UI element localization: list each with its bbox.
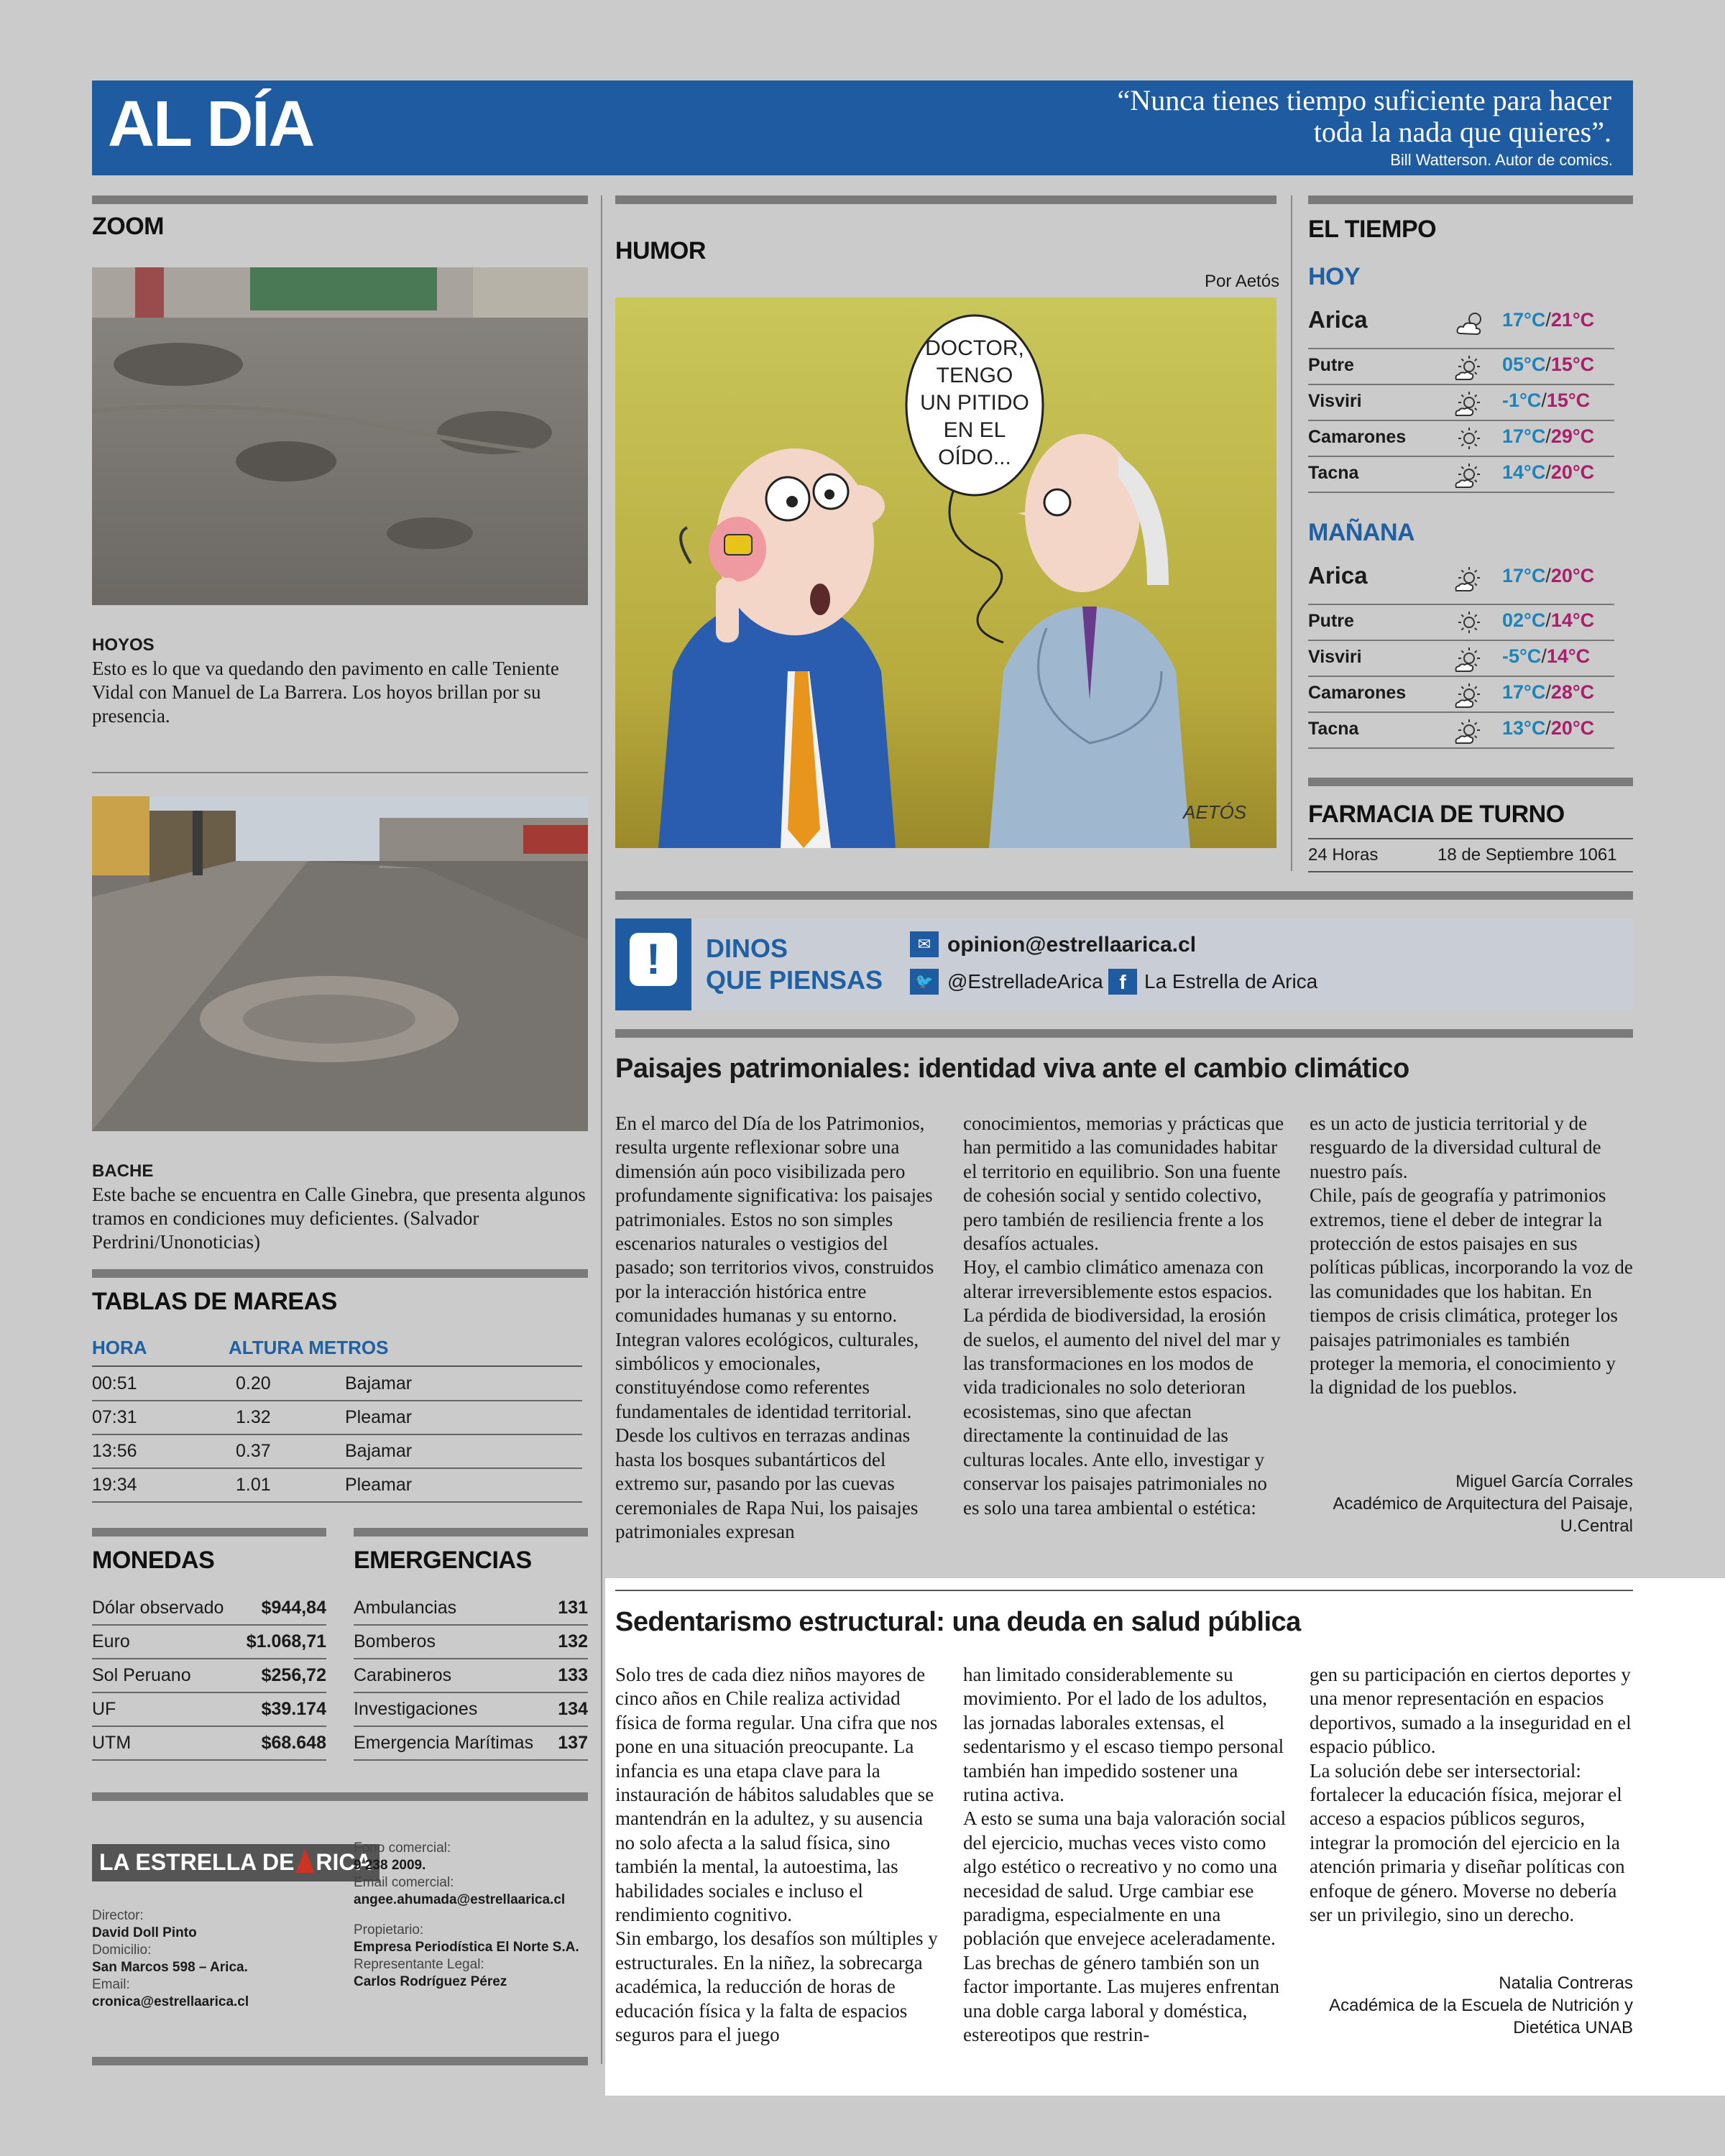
emergencia-name: Investigaciones (354, 1692, 554, 1726)
rep-label: Representante Legal: (354, 1957, 484, 1972)
weather-city: Visviri (1308, 647, 1362, 667)
masthead-banner (92, 80, 1633, 175)
temp-min: 17°C (1502, 425, 1546, 447)
temp-max: 15°C (1550, 354, 1595, 375)
weather-city: Camarones (1308, 427, 1407, 447)
article1-col2-p1: conocimientos, memorias y prácticas que han permitido a las comunidades habitar el territorio en equilibrio. Son una fuente de cohesión social y sentido colectivo, pero también de resiliencia frente a los desafíos actuales. (963, 1112, 1284, 1255)
mareas-altura: 0.20 (236, 1367, 345, 1401)
moneda-value: $68.648 (238, 1726, 326, 1760)
moneda-value: $39.174 (238, 1692, 326, 1726)
temp-max: 21°C (1550, 309, 1595, 331)
hoy-label: HOY (1308, 263, 1361, 290)
moneda-value: $256,72 (238, 1659, 326, 1692)
farmacia-bottom-rule (1308, 871, 1633, 872)
emergencia-number: 137 (554, 1726, 588, 1760)
quote-line-1: “Nunca tienes tiempo suficiente para hacer (1117, 84, 1611, 116)
temp-separator: / (1541, 390, 1547, 411)
weather-temp (1502, 717, 1594, 740)
weather-city: Tacna (1308, 463, 1359, 483)
article1-col2-p2: Hoy, el cambio climático amenaza con alterar irreversiblemente estos espacios. La pérdida de biodiversidad, la erosión de suelos, el aumento del nivel del mar y las transformaciones en los modos de vida tradicionales no solo deterioran ecosistemas, sino que afectan directamente la continuidad de las culturas locales. Ante ello, investigar y conservar los paisajes patrimoniales no es solo una tarea ambiental o estética: (963, 1256, 1281, 1519)
weather-row-putre (1308, 349, 1614, 385)
emergencias-title: EMERGENCIAS (354, 1547, 532, 1574)
temp-min: 17°C (1502, 309, 1546, 331)
temp-max: 29°C (1550, 425, 1595, 447)
moneda-row (92, 1692, 326, 1726)
article2-col3-p1: gen su participación en ciertos deportes y una menor representación en espacios deportivos, sumado a la inseguridad en el espacio público. (1310, 1664, 1632, 1758)
photo1-caption: Esto es lo que va quedando den pavimento en calle Teniente Vidal con Manuel de La Barrera. Los hoyos brillan por su presencia. (92, 658, 559, 727)
facebook-icon: f (1108, 969, 1137, 995)
temp-min: 17°C (1502, 681, 1546, 703)
emergencia-number: 134 (554, 1692, 588, 1726)
mareas-col-hora: HORA (92, 1337, 147, 1358)
moneda-name: UF (92, 1692, 238, 1726)
moneda-row (92, 1591, 326, 1625)
zoom-title: ZOOM (92, 213, 164, 240)
bubble-line-4: EN EL (943, 418, 1006, 442)
article2-role-2: Dietética UNAB (1513, 2018, 1633, 2037)
article2-col2-p1: han limitado considerablemente su movimiento. Por el lado de los adultos, las jornadas laborales extensas, el sedentarismo y el escaso tiempo personal también han impedido sostener una rutina activa. (963, 1664, 1284, 1806)
mareas-table (92, 1367, 582, 1503)
emergencia-number: 131 (554, 1591, 588, 1625)
email-value[interactable]: cronica@estrellaarica.cl (92, 1994, 249, 2009)
colophon-rule (92, 1792, 588, 1801)
weather-row-tacna (1308, 457, 1614, 493)
article2-col2 (963, 1663, 1287, 2047)
logo-a-mark (295, 1848, 314, 1873)
weather-row-putre (1308, 605, 1614, 641)
temp-separator: / (1545, 717, 1551, 739)
article2-col1-p2: Sin embargo, los desafíos son múltiples y estructurales. En la niñez, la sobrecarga académica, la reducción de horas de educación física y la falta de espacios seguros para el juego (615, 1927, 938, 2046)
dinos-facebook[interactable]: La Estrella de Arica (1144, 970, 1318, 992)
quote (893, 85, 1611, 148)
weather-row-arica (1308, 561, 1614, 605)
moneda-name: Sol Peruano (92, 1659, 238, 1692)
emergencias-table (354, 1591, 588, 1761)
sun-cloud-icon (1453, 645, 1485, 678)
weather-city: Putre (1308, 611, 1354, 631)
article2-col2-p2: A esto se suma una baja valoración social del ejercicio, muchas veces visto como algo estético o recreativo y no como una necesidad de salud. Urge cambiar ese paradigma, especialmente en una población que envejece aceleradamente. (963, 1807, 1287, 1950)
domicilio-label: Domicilio: (92, 1943, 152, 1958)
humor-rule (615, 195, 1276, 204)
colophon-bottom-rule (92, 2057, 588, 2065)
partly-cloudy-icon (1453, 309, 1489, 341)
mareas-altura: 0.37 (236, 1434, 345, 1468)
mareas-tipo: Pleamar (345, 1468, 582, 1502)
email-icon: ✉ (910, 931, 939, 957)
article2-author: Natalia Contreras (1499, 1973, 1633, 1993)
tiempo-title: EL TIEMPO (1308, 216, 1437, 243)
temp-max: 20°C (1550, 461, 1595, 483)
temp-max: 15°C (1546, 390, 1591, 411)
sun-icon (1453, 425, 1485, 456)
bubble-line-3: UN PITIDO (920, 391, 1029, 415)
sun-cloud-icon (1453, 565, 1485, 597)
temp-min: 17°C (1502, 565, 1546, 586)
rep-value: Carlos Rodríguez Pérez (354, 1974, 507, 1989)
mareas-hora: 13:56 (92, 1434, 236, 1468)
weather-city: Arica (1308, 306, 1368, 333)
article1-col1-p1: En el marco del Día de los Patrimonios, resulta urgente reflexionar sobre una dimensión aún poco visibilizada pero profundamente significativa: los paisajes patrimoniales. Estos no son simples escenarios naturales o vestigios del pasado; son territorios vivos, construidos por la interacción histórica entre comunidades humanas y su entorno. Integran valores ecológicos, culturales, simbólicos y emocionales, constituyéndose como referentes fundamentales de identidad territorial. Desde los cultivos en terrazas andinas hasta los bosques subantárticos del extremo sur, pasando por las cuevas ceremoniales de Rapa Nui, los paisajes patrimoniales expresan (615, 1112, 934, 1542)
mareas-altura: 1.32 (236, 1401, 345, 1434)
emergencia-row (354, 1659, 588, 1692)
humor-cartoon (615, 298, 1276, 848)
farmacia-rule (1308, 778, 1633, 786)
weather-temp (1502, 609, 1594, 632)
dinos-line-2: QUE PIENSAS (706, 965, 883, 995)
temp-max: 14°C (1546, 645, 1591, 667)
article2-col2-p3: Las brechas de género también son un factor importante. Las mujeres enfrentan una doble carga laboral y doméstica, estereotipos que restrin- (963, 1951, 1280, 2046)
article2-col3 (1310, 1663, 1633, 1927)
mareas-row (92, 1401, 582, 1434)
mareas-row (92, 1367, 582, 1401)
weather-row-camarones (1308, 677, 1614, 713)
temp-min: -5°C (1502, 645, 1542, 667)
article1-role-2: U.Central (1560, 1516, 1633, 1536)
mareas-col-altura: ALTURA METROS (229, 1337, 389, 1358)
weather-city: Camarones (1308, 683, 1407, 703)
section-title: AL DÍA (108, 88, 314, 160)
article1-col3 (1310, 1112, 1633, 1400)
weather-row-arica (1308, 305, 1614, 349)
temp-separator: / (1545, 609, 1551, 631)
mareas-row (92, 1434, 582, 1468)
photo1-title: HOYOS (92, 635, 155, 655)
article2-headline: Sedentarismo estructural: una deuda en salud pública (615, 1607, 1301, 1637)
mareas-hora: 00:51 (92, 1367, 236, 1401)
director-label: Director: (92, 1908, 144, 1923)
mareas-hora: 07:31 (92, 1401, 236, 1434)
weather-temp (1502, 309, 1594, 331)
temp-min: 14°C (1502, 461, 1546, 483)
emergencia-name: Emergencia Marítimas (354, 1726, 554, 1760)
weather-temp (1502, 354, 1594, 376)
moneda-value: $944,84 (238, 1591, 326, 1625)
moneda-name: Euro (92, 1625, 238, 1659)
photo2-caption: Este bache se encuentra en Calle Ginebra, que presenta algunos tramos en condiciones muy deficientes. (Salvador Perdrini/Unonoticias) (92, 1184, 586, 1253)
article2-col1-p1: Solo tres de cada diez niños mayores de cinco años en Chile realiza actividad física de forma regular. Una cifra que nos pone en una situación preocupante. La infancia es una etapa clave para la instauración de hábitos saludables que se mantendrán en la adultez, y su ausencia no solo afecta a la salud física, sino también la mental, la autoestima, las habilidades sociales e incluso el rendimiento cognitivo. (615, 1664, 938, 1926)
article1-col1 (615, 1112, 939, 1544)
sun-cloud-icon (1453, 354, 1485, 386)
temp-separator: / (1545, 681, 1551, 703)
moneda-row (92, 1625, 326, 1659)
domicilio-value: San Marcos 598 – Arica. (92, 1960, 248, 1975)
fono-label: Fono comercial: (354, 1841, 451, 1856)
zoom-divider (92, 772, 588, 773)
weather-temp (1502, 645, 1590, 668)
article1-headline: Paisajes patrimoniales: identidad viva ante el cambio climático (615, 1054, 1409, 1084)
temp-max: 14°C (1550, 609, 1595, 631)
weather-city: Putre (1308, 355, 1354, 375)
article2-signature (1329, 1972, 1633, 2039)
weather-city: Visviri (1308, 391, 1362, 411)
article2-col1 (615, 1663, 939, 2047)
weather-temp (1502, 461, 1594, 484)
moneda-value: $1.068,71 (238, 1625, 326, 1659)
emergencias-rule (354, 1528, 588, 1537)
temp-separator: / (1541, 645, 1547, 667)
twitter-icon: 🐦 (910, 969, 939, 995)
bubble-line-5: OÍDO... (938, 446, 1011, 469)
article1-signature (1333, 1470, 1633, 1537)
article2-rule (615, 1590, 1633, 1591)
colophon-right (354, 1840, 579, 1991)
emergencia-row (354, 1591, 588, 1625)
zoom-rule (92, 195, 588, 204)
quote-author: Bill Watterson. Autor de comics. (1390, 151, 1613, 169)
monedas-title: MONEDAS (92, 1547, 215, 1574)
manana-label: MAÑANA (1308, 519, 1415, 546)
mareas-tipo: Pleamar (345, 1401, 582, 1434)
temp-min: 13°C (1502, 717, 1546, 739)
column-divider-left (601, 195, 602, 2064)
humor-title: HUMOR (615, 237, 706, 264)
mareas-hora: 19:34 (92, 1468, 236, 1502)
article1-col2 (963, 1112, 1287, 1520)
logo-text-2: RICA (316, 1849, 372, 1875)
dinos-twitter[interactable]: @EstrelladeArica (947, 970, 1103, 992)
propietario-label: Propietario: (354, 1922, 424, 1938)
weather-row-visviri (1308, 385, 1614, 421)
cartoon-signature: AETÓS (1183, 801, 1247, 823)
article1-col3-p2: Chile, país de geografía y patrimonios extremos, tiene el deber de integrar la protección de estos paisajes en sus políticas públicas, incorporando la voz de las comunidades que los habitan. En tiempos de crisis climática, proteger los paisajes patrimoniales es también proteger la memoria, el conocimiento y la dignidad de los pueblos. (1310, 1184, 1633, 1399)
bubble-line-1: DOCTOR, (925, 336, 1024, 360)
weather-temp (1502, 425, 1594, 448)
emergencia-name: Ambulancias (354, 1591, 554, 1625)
emergencia-name: Carabineros (354, 1659, 554, 1692)
emergencia-row (354, 1726, 588, 1760)
temp-max: 20°C (1550, 717, 1595, 739)
temp-separator: / (1545, 309, 1551, 331)
photo-bache (92, 796, 588, 1131)
mareas-altura: 1.01 (236, 1468, 345, 1502)
weather-city: Tacna (1308, 719, 1359, 739)
article1-author: Miguel García Corrales (1455, 1472, 1633, 1491)
temp-separator: / (1545, 425, 1551, 447)
temp-min: 02°C (1502, 609, 1546, 631)
farmacia-title: FARMACIA DE TURNO (1308, 801, 1565, 828)
dinos-icon-box (615, 918, 691, 1010)
weather-temp (1502, 565, 1594, 587)
moneda-row (92, 1659, 326, 1692)
emergencia-row (354, 1692, 588, 1726)
column-divider-right (1291, 195, 1292, 871)
article1-col3-p1: es un acto de justicia territorial y de resguardo de la diversidad cultural de nuestro país. (1310, 1112, 1601, 1182)
bubble-line-2: TENGO (936, 364, 1013, 387)
photo2-title: BACHE (92, 1161, 154, 1181)
article2-col3-p2: La solución debe ser intersectorial: fortalecer la educación física, mejorar el acceso a espacios públicos seguros, integrar la promoción del ejercicio en la atención primaria y diseñar políticas con enfoque de género. Moverse no debería ser un privilegio, sino un derecho. (1310, 1759, 1625, 1926)
weather-row-tacna (1308, 713, 1614, 749)
article2-role-1: Académica de la Escuela de Nutrición y (1329, 1996, 1633, 2015)
logo-text-1: LA ESTRELLA DE (99, 1849, 295, 1875)
weather-row-camarones (1308, 421, 1614, 457)
monedas-rule (92, 1528, 326, 1537)
mareas-rule (92, 1269, 588, 1278)
weather-temp (1502, 390, 1590, 412)
email-label: Email: (92, 1977, 130, 1992)
article1-role-1: Académico de Arquitectura del Paisaje, (1333, 1494, 1633, 1514)
moneda-name: UTM (92, 1726, 238, 1760)
exclamation-icon: ! (630, 933, 677, 986)
colophon-left (92, 1907, 249, 2011)
email-com-value[interactable]: angee.ahumada@estrellaarica.cl (354, 1892, 566, 1907)
article1-rule (615, 1029, 1633, 1038)
temp-min: -1°C (1502, 390, 1542, 411)
humor-byline: Por Aetós (1205, 272, 1280, 291)
dinos-top-rule (615, 891, 1633, 900)
photo-potholes (92, 267, 588, 605)
fono-value: 9 238 2009. (354, 1858, 426, 1873)
moneda-name: Dólar observado (92, 1591, 238, 1625)
monedas-table (92, 1591, 326, 1761)
estrella-logo (92, 1844, 380, 1881)
emergencia-row (354, 1625, 588, 1659)
dinos-email[interactable]: opinion@estrellaarica.cl (947, 933, 1197, 957)
temp-separator: / (1545, 461, 1551, 483)
mareas-row (92, 1468, 582, 1502)
emergencia-name: Bomberos (354, 1625, 554, 1659)
farmacia-address: 18 de Septiembre 1061 (1438, 845, 1617, 865)
quote-line-2: toda la nada que quieres”. (1313, 116, 1611, 148)
temp-separator: / (1545, 565, 1551, 586)
weather-row-visviri (1308, 641, 1614, 677)
mareas-tipo: Bajamar (345, 1367, 582, 1401)
farmacia-divider (1308, 838, 1633, 839)
dinos-title (706, 933, 883, 996)
sun-icon (1453, 609, 1485, 640)
sun-cloud-icon (1453, 717, 1485, 750)
director-name: David Doll Pinto (92, 1925, 197, 1940)
temp-max: 28°C (1550, 681, 1595, 703)
sun-cloud-icon (1453, 390, 1485, 422)
temp-min: 05°C (1502, 354, 1546, 375)
sun-cloud-icon (1453, 681, 1485, 714)
sun-cloud-icon (1453, 461, 1485, 494)
mareas-tipo: Bajamar (345, 1434, 582, 1468)
farmacia-hours: 24 Horas (1308, 845, 1379, 865)
mareas-title: TABLAS DE MAREAS (92, 1288, 337, 1315)
weather-city: Arica (1308, 562, 1368, 589)
weather-temp (1502, 681, 1594, 704)
temp-max: 20°C (1550, 565, 1595, 586)
dinos-banner (615, 918, 1633, 1010)
dinos-line-1: DINOS (706, 934, 788, 963)
emergencia-number: 132 (554, 1625, 588, 1659)
temp-separator: / (1545, 354, 1551, 375)
propietario-value: Empresa Periodística El Norte S.A. (354, 1940, 579, 1955)
moneda-row (92, 1726, 326, 1760)
email-com-label: Email comercial: (354, 1875, 454, 1890)
tiempo-rule (1308, 195, 1633, 204)
emergencia-number: 133 (554, 1659, 588, 1692)
